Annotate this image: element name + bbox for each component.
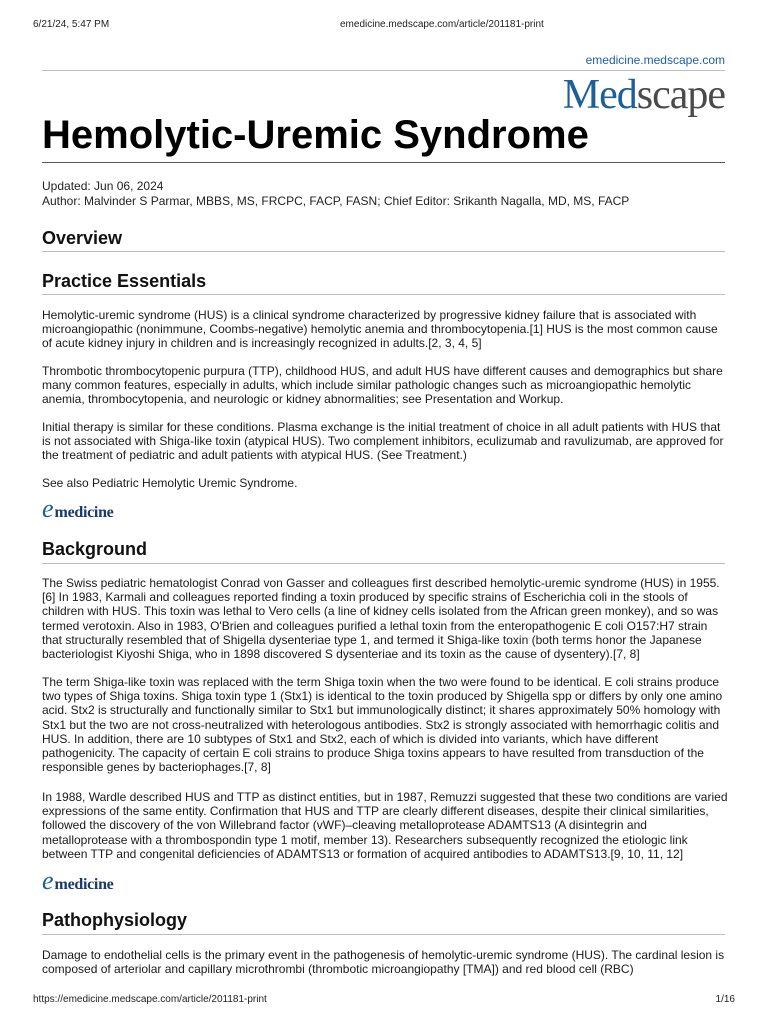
background-paragraph-3: In 1988, Wardle described HUS and TTP as distinct entities, but in 1987, Remuzzi suggested that these two conditions are varied expressions of the same entity. Confirmation that HUS and TTP are clearly different diseases, despite their clinical similarities, followed the discovery of the von Willebrand factor (vWF)–cleaving metalloprotease ADAMTS13 (A disintegrin and metalloprotease with a thrombospondin type 1 motif, member 13). Researchers subsequently recognized the etiologic link between TTP and congenital deficiencies of ADAMTS13 or formation of acquired antibodies to ADAMTS13.[9, 10, 11, 12] <box>42 790 728 861</box>
practice-paragraph-3: Initial therapy is similar for these conditions. Plasma exchange is the initial treatment of choice in all adult patients with HUS that is not associated with Shiga-like toxin (atypical HUS). Two complement inhibitors, eculizumab and ravulizumab, are approved for the treatment of pediatric and adult patients with atypical HUS. (See Treatment.) <box>42 420 724 463</box>
practice-paragraph-1: Hemolytic-uremic syndrome (HUS) is a clinical syndrome characterized by progressive kidney failure that is associated with microangiopathic (nonimmune, Coombs-negative) hemolytic anemia and thrombocytopenia.[1] HUS is the most common cause of acute kidney injury in children and is increasingly recognized in adults.[2, 3, 4, 5] <box>42 308 718 351</box>
practice-divider <box>42 294 725 295</box>
section-practice-essentials: Practice Essentials <box>42 271 207 291</box>
author-line: Author: Malvinder S Parmar, MBBS, MS, FRCPC, FACP, FASN; Chief Editor: Srikanth Nagalla, MD, MS, FACP <box>42 194 630 208</box>
section-overview: Overview <box>42 228 123 248</box>
background-paragraph-1: The Swiss pediatric hematologist Conrad von Gasser and colleagues first described hemolytic-uremic syndrome (HUS) in 1955.[6] In 1983, Karmali and colleagues reported finding a toxin produced by specific strains of Escherichia coli in the stools of children with HUS. This toxin was lethal to Vero cells (a line of kidney cells isolated from the African green monkey), and so was termed verotoxin. Also in 1983, O'Brien and colleagues purified a lethal toxin from the enteropathogenic E coli O157:H7 strain that structurally resembled that of Shigella dysenteriae type 1, and termed it Shiga-like toxin (both terms honor the Japanese bacteriologist Kiyoshi Shiga, who in 1898 discovered S dysenteriae and its toxin as the cause of dysentery).[7, 8] <box>42 576 720 662</box>
pathophysiology-paragraph-1: Damage to endothelial cells is the primary event in the pathogenesis of hemolytic-uremic syndrome (HUS). The cardinal lesion is composed of arteriolar and capillary microthrombi (thrombotic microangiopathy [TMA]) and red blood cell (RBC) <box>42 948 725 977</box>
logo-scape: scape <box>636 72 725 118</box>
logo-med: Med <box>562 72 637 118</box>
overview-divider <box>42 251 725 252</box>
practice-paragraph-2: Thrombotic thrombocytopenic purpura (TTP), childhood HUS, and adult HUS have different causes and demographics but share many common features, especially in adults, which include similar pathologic changes such as microangiopathic hemolytic anemia, thrombocytopenia, and neurologic or kidney abnormalities; see Presentation and Workup. <box>42 364 723 407</box>
medscape-logo <box>563 74 725 116</box>
footer-url: https://emedicine.medscape.com/article/201181-print <box>33 994 267 1005</box>
emedicine-e-2: e <box>42 866 54 895</box>
background-divider <box>42 563 725 564</box>
section-pathophysiology: Pathophysiology <box>42 910 188 930</box>
emedicine-word-2: medicine <box>54 876 114 893</box>
background-paragraph-2: The term Shiga-like toxin was replaced with the term Shiga toxin when the two were found to be identical. E coli strains produce two types of Shiga toxins. Shiga toxin type 1 (Stx1) is identical to the toxin produced by Shigella spp or differs by only one amino acid. Stx2 is structurally and functionally similar to Stx1 but immunologically distinct; it shares approximately 50% homology with Stx1 but the two are not cross-neutralized with heterologous antibodies. Stx2 is strongly associated with hemorrhagic colitis and HUS. In addition, there are 10 subtypes of Stx1 and Stx2, each of which is divided into variants, which have different pathogenicity. The capacity of certain E coli strains to produce Shiga toxins appears to have resulted from transduction of the responsible genes by bacteriophages.[7, 8] <box>42 675 723 775</box>
emedicine-word: medicine <box>54 504 114 521</box>
header-divider <box>42 70 725 71</box>
emedicine-e: e <box>42 494 54 523</box>
page-number: 1/16 <box>715 994 735 1005</box>
emedicine-logo <box>42 494 113 524</box>
print-url: emedicine.medscape.com/article/201181-print <box>340 19 544 30</box>
emedicine-logo-2 <box>42 866 113 896</box>
site-link[interactable]: emedicine.medscape.com <box>585 53 725 67</box>
pathophysiology-divider <box>42 934 725 935</box>
title-divider <box>42 162 725 163</box>
updated-date: Updated: Jun 06, 2024 <box>42 179 164 193</box>
practice-paragraph-4: See also Pediatric Hemolytic Uremic Syndrome. <box>42 476 298 490</box>
page-title: Hemolytic-Uremic Syndrome <box>42 113 589 157</box>
print-header <box>0 0 768 40</box>
section-background: Background <box>42 539 148 559</box>
print-date: 6/21/24, 5:47 PM <box>33 19 110 30</box>
article-meta <box>42 179 629 209</box>
